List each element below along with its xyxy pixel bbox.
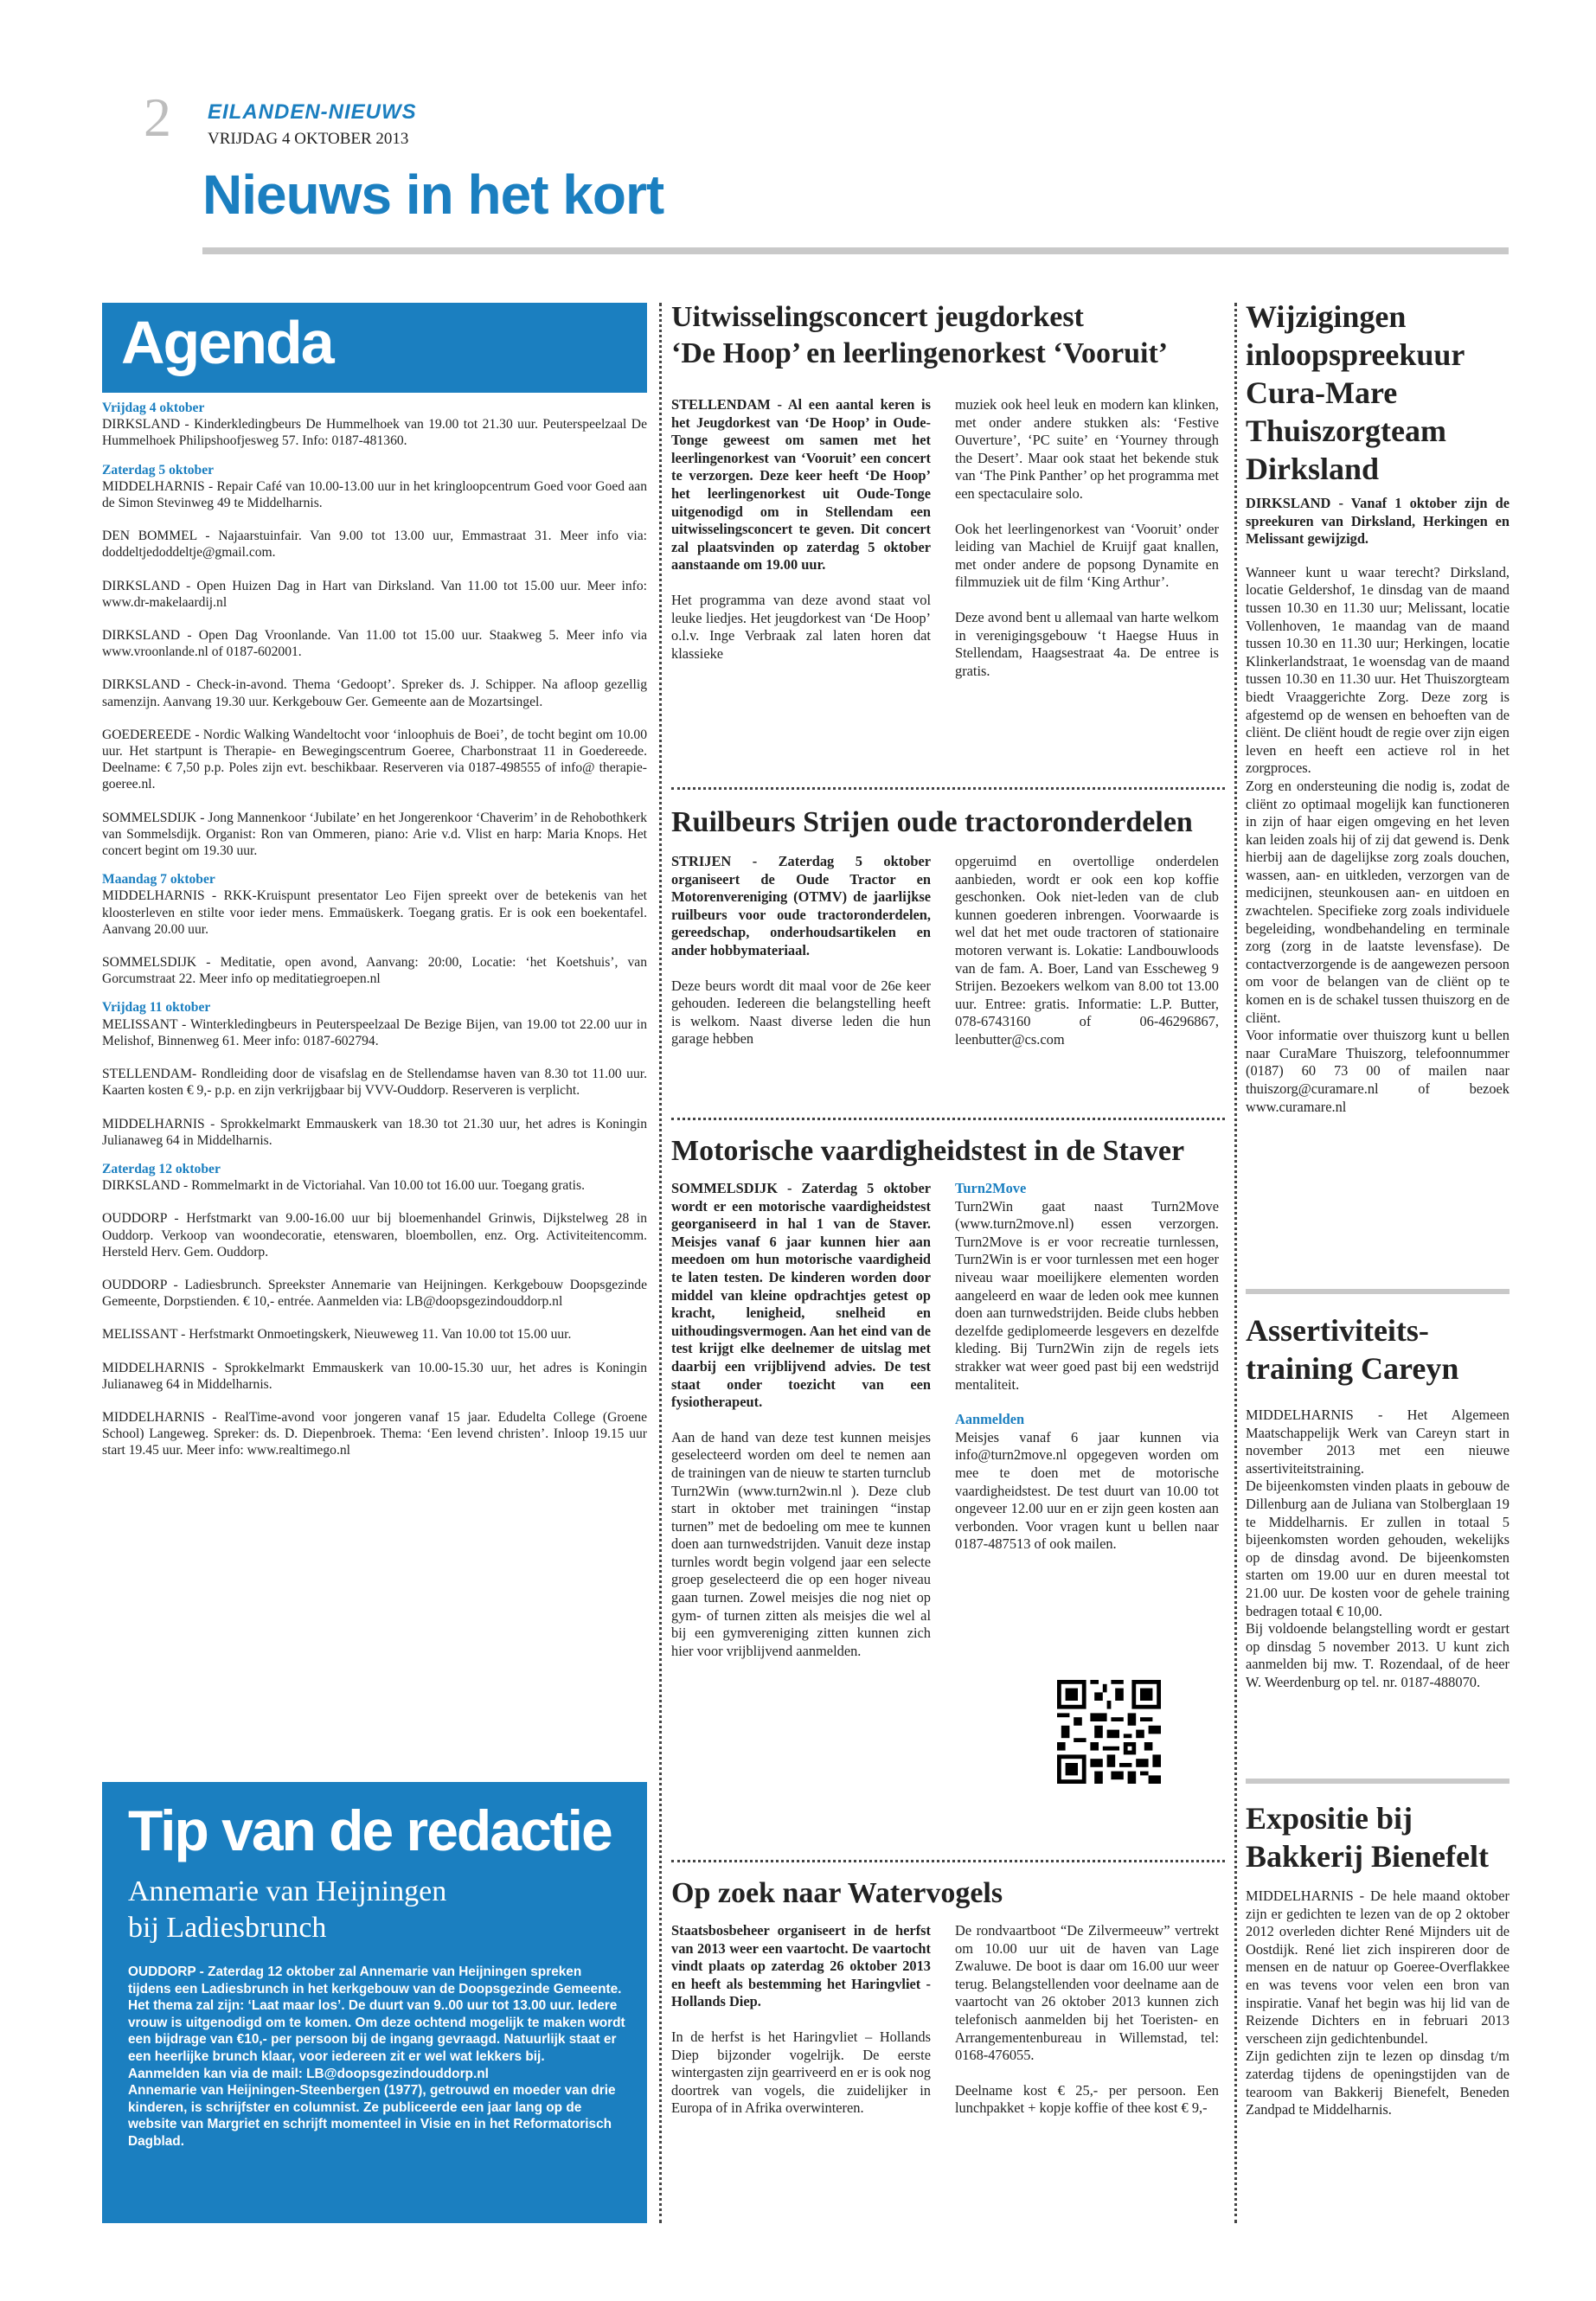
header-rule — [202, 247, 1509, 254]
agenda-item: MIDDELHARNIS - Repair Café van 10.00-13.00 uur in het kringloopcentrum Goed voor Goed aan de Simon Stevinweg 49 te Middelharnis. — [102, 478, 647, 511]
section-title: Nieuws in het kort — [202, 163, 664, 226]
agenda-item: OUDDORP - Ladiesbrunch. Spreekster Annemarie van Heijningen. Kerkgebouw Doopsgezinde Gemeente, Dorpstienden. € 10,- entrée. Aanmelden via: LB@doopsgezindouddorp.nl — [102, 1277, 647, 1310]
article-lead: STRIJEN - Zaterdag 5 oktober organiseert de Oude Tractor en Motorenvereniging (OTMV) de jaarlijkse ruilbeurs voor oude tractoronderdelen, gereedschap, onderhoudsartikelen en ander hobbymateriaal. — [671, 853, 931, 958]
article-divider — [671, 1118, 1225, 1120]
concert-headline — [671, 299, 1225, 372]
headline-line: Uitwisselingsconcert jeugdorkest — [671, 301, 1084, 333]
watervogels-column-right — [955, 1922, 1219, 2135]
curamare-body — [1246, 495, 1509, 1131]
tip-paragraph: Aanmelden kan via de mail: LB@doopsgezindouddorp.nl — [128, 2066, 489, 2081]
article-paragraph: Deze beurs wordt dit maal voor de 26e keer gehouden. Iedereen die belangstelling heeft is welkom. Naast diverse leden die hun garage hebben — [671, 977, 931, 1048]
tip-subtitle — [128, 1874, 446, 1946]
agenda-item: MIDDELHARNIS - RealTime-avond voor jongeren vanaf 15 jaar. Edudelta College (Groene School) Langeweg. Spreker: ds. D. Diepenbroek. Thema: ‘Een levend christen’. Inloop 19.15 uur start 19.45 uur. Meer info: www.realtimego.nl — [102, 1409, 647, 1458]
article-paragraph: MIDDELHARNIS - Het Algemeen Maatschappelijk Werk van Careyn start in november 2013 met een nieuwe assertiviteitstraining. — [1246, 1407, 1509, 1477]
agenda-date: Zaterdag 5 oktober — [102, 462, 215, 478]
careyn-body — [1246, 1407, 1509, 1708]
headline-line: Expositie bij — [1246, 1801, 1413, 1836]
article-paragraph: In de herfst is het Haringvliet – Hollands Diep bijzonder vogelrijk. De eerste wintergasten zijn gearriveerd en er is ook nog doortrek van vogels, die zuidelijker in Europa of in Afrika overwinteren. — [671, 2028, 931, 2117]
article-paragraph: De bijeenkomsten vinden plaats in gebouw de Dillenburg aan de Juliana van Stolberglaan 19 te Middelharnis. Er zullen in totaal 5 bijeenkomsten worden gehouden, wekelijks op de dinsdag avond. De bijeenkomsten starten om 19.00 uur en duren meestal tot 21.00 uur. De kosten voor de gehele training bedragen totaal € 10,00. — [1246, 1477, 1509, 1619]
qr-code — [1057, 1680, 1161, 1784]
agenda-item: MIDDELHARNIS - RKK-Kruispunt presentator Leo Fijen spreekt over de betekenis van het kloosterleven en stilte voor ieder mens. Emmaüskerk. Toegang gratis. Er is ook een boekentafel. Aanvang 20.00 uur. — [102, 888, 647, 937]
article-lead: DIRKSLAND - Vanaf 1 oktober zijn de spreekuren van Dirksland, Herkingen en Melissant gewijzigd. — [1246, 495, 1509, 548]
agenda-title: Agenda — [121, 309, 333, 376]
article-paragraph: Aan de hand van deze test kunnen meisjes geselecteerd worden om deel te nemen aan de trainingen van de nieuw te starten turnclub Turn2Win (www.turn2win.nl ). Deze club start in oktober met trainingen “instap turnen” met de bedoeling om mee te kunnen doen aan turnwedstrijden. Vanuit deze instap turnles wordt begin volgend jaar een selecte groep geselecteerd die op een hoger niveau gaan turnen. Zowel meisjes die nog niet op gym- of turnen zitten als meisjes die wel al bij een gymvereniging zitten kunnen zich hier voor vrijblijvend aanmelden. — [671, 1428, 931, 1659]
agenda-item: DIRKSLAND - Kinderkledingbeurs De Hummelhoek van 19.00 tot 21.30 uur. Peuterspeelzaal De Hummelhoek Philipshoofjesweg 57. Info: 0187-481360. — [102, 417, 647, 449]
article-paragraph: Deelname kost € 25,- per persoon. Een lunchpakket + kopje koffie of thee kost € 9,- — [955, 2081, 1219, 2117]
ruilbeurs-column-left — [671, 853, 931, 1066]
agenda-date: Maandag 7 oktober — [102, 872, 215, 888]
agenda-item: OUDDORP - Herfstmarkt van 9.00-16.00 uur bij bloemenhandel Grinwis, Dijkstelweg 28 in Ouddorp. Verkoop van woondecoratie, etenswaren, bloembollen, enz. Org. Activiteitencomm. Hersteld Herv. Gem. Ouddorp. — [102, 1211, 647, 1259]
headline-line: training Careyn — [1246, 1351, 1459, 1386]
newspaper-brand: EILANDEN-NIEUWS — [208, 100, 417, 124]
page-number: 2 — [144, 87, 171, 148]
article-paragraph: Zorg en ondersteuning die nodig is, zodat de cliënt zo optimaal mogelijk kan functioneren in zijn of haar eigen omgeving en het leven kan leiden zoals hij of zij dat gewend is. Denk hierbij aan de dagelijkse zorg zoals douchen, wassen, aan- en uitkleden, verzorgen van de medicijnen, steunkousen aan- en uitdoen en zwachtelen. Specifieke zorg zoals individuele begeleiding, wondbehandeling en terminale zorg (zorg in de laatste levensfase). De contactverzorgende is de aangewezen persoon om voor de belangen van de cliënt op te komen en is de schakel tussen thuiszorg en de cliënt. — [1246, 777, 1509, 1026]
headline-line: Bakkerij Bienefelt — [1246, 1839, 1489, 1874]
concert-column-left — [671, 396, 931, 680]
agenda-item: SOMMELSDIJK - Meditatie, open avond, Aanvang: 20:00, Locatie: ‘het Koetshuis’, van Gorcumstraat 22. Meer info op meditatiegroepen.nl — [102, 955, 647, 987]
tip-box — [102, 1782, 647, 2223]
agenda-item: DIRKSLAND - Open Dag Vroonlande. Van 11.00 tot 15.00 uur. Staakweg 5. Meer info via www.vroonlande.nl of 0187-602001. — [102, 628, 647, 660]
article-paragraph: muziek ook heel leuk en modern kan klinken, met onder andere stukken als: ‘Festive Ouverture’, ‘PC suite’ en ‘Yourney through the Desert’. Maar ook staat het bekende stuk van ‘The Pink Panther’ op het programma met een spectaculaire solo. — [955, 396, 1219, 502]
agenda-item: DIRKSLAND - Open Huizen Dag in Hart van Dirksland. Van 11.00 tot 15.00 uur. Meer info: www.dr-makelaardij.nl — [102, 578, 647, 610]
article-paragraph: De rondvaartboot “De Zilvermeeuw” vertrekt om 10.00 uur uit de haven van Lage Zwaluwe. De boot is daar om 16.00 uur weer terug. Belangstellenden voor deelname aan de vaartocht van 26 oktober 2013 kunnen zich telefonisch aanmelden bij het Toeristen- en Arrangementenbureau in Willemstad, tel: 0168-476055. — [955, 1922, 1219, 2064]
publication-date: VRIJDAG 4 OKTOBER 2013 — [208, 130, 409, 148]
article-paragraph: Meisjes vanaf 6 jaar kunnen via info@turn2move.nl opgegeven worden om mee te doen met de motorische vaardigheidstest. De test duurt van 10.00 tot ongeveer 12.00 uur en er zijn geen kosten aan verbonden. Voor vragen kunt u bellen naar 0187-487513 of ook mailen. — [955, 1428, 1219, 1553]
article-paragraph: Ook het leerlingenorkest van ‘Vooruit’ onder leiding van Machiel de Kruijf gaat knallen, met onder andere de popsong Dynamite en filmmuziek uit de film ‘King Arthur’. — [955, 520, 1219, 591]
headline-line: Assertiviteits- — [1246, 1313, 1429, 1348]
tip-paragraph: OUDDORP - Zaterdag 12 oktober zal Annemarie van Heijningen spreken tijdens een Ladiesbrunch in het kerkgebouw van de Doopsgezinde Gemeente. Het thema zal zijn: ‘Laat maar los’. De duurt van 9..00 uur tot 13.00 uur. Iedere vrouw is uitgenodigd om te komen. Om deze ochtend mogelijk te maken wordt een bijdrage van €10,- per persoon bij de ingang gevraagd. Natuurlijk staat er een heerlijke brunch klaar, voor iedereen zit er wel wat lekkers bij. — [128, 1965, 625, 2064]
careyn-headline — [1246, 1311, 1509, 1388]
expositie-body — [1246, 1888, 1509, 2135]
article-rule — [1246, 1289, 1509, 1294]
article-divider — [671, 787, 1225, 790]
article-subheading: Turn2Move — [955, 1180, 1027, 1196]
motor-headline: Motorische vaardigheidstest in de Staver — [671, 1135, 1185, 1167]
curamare-headline: Wijzigingen inloopspreekuur Cura-Mare Thuiszorgteam Dirksland — [1246, 299, 1465, 486]
agenda-item: MELISSANT - Herfstmarkt Onmoetingskerk, Nieuweweg 11. Van 10.00 tot 15.00 uur. — [102, 1327, 572, 1343]
agenda-item: MELISSANT - Winterkledingbeurs in Peuterspeelzaal De Bezige Bijen, van 19.00 tot 22.00 uur in Melishof, Binnenweg 61. Meer info: 0187-602794. — [102, 1016, 647, 1048]
agenda-item: STELLENDAM- Rondleiding door de visafslag en de Stellendamse haven van 8.30 tot 11.00 uur. Kaarten kosten € 9,- p.p. en zijn verkrijgbaar bij VVV-Ouddorp. Reserveren is verplicht. — [102, 1067, 647, 1099]
motor-column-right — [955, 1180, 1219, 1571]
article-paragraph: MIDDELHARNIS - De hele maand oktober zijn er gedichten te lezen van de op 2 oktober 2012 overleden dichter René Mijnders uit de Oostdijk. René liet zich inspireren door de mensen en de natuur op Goeree-Overflakkee en was tevens voor velen een bron van inspiratie. Vanaf het begin was hij lid van de Reizende Dichters en in februari 2013 verscheen zijn gedichtenbundel. — [1246, 1888, 1509, 2047]
headline-line: ‘De Hoop’ en leerlingenorkest ‘Vooruit’ — [671, 337, 1169, 369]
watervogels-column-left — [671, 1922, 931, 2135]
tip-paragraph: Annemarie van Heijningen-Steenbergen (1977), getrouwd en moeder van drie kinderen, is schrijfster en columnist. Ze publiceerde een jaar lang op de website van Margriet en schrijft momenteel in Visie en in het Reformatorisch Dagblad. — [128, 2083, 616, 2149]
expositie-headline — [1246, 1799, 1509, 1875]
article-paragraph: Het programma van deze avond staat vol leuke liedjes. Het jeugdorkest van ‘De Hoop’ o.l.v. Inge Verbraak zal laten horen dat klassieke — [671, 591, 931, 662]
tip-body — [128, 1964, 625, 2150]
article-paragraph: Bij voldoende belangstelling wordt er gestart op dinsdag 5 november 2013. U kunt zich aanmelden bij mw. T. Rozendaal, of de heer W. Weerdenburg op tel. nr. 0187-488070. — [1246, 1620, 1509, 1690]
article-paragraph: Voor informatie over thuiszorg kunt u bellen naar CuraMare Thuiszorg, telefoonnummer (0187) 60 73 00 of mailen naar thuiszorg@curamare.nl of bezoek www.curamare.nl — [1246, 1027, 1509, 1115]
agenda-date: Vrijdag 11 oktober — [102, 1000, 211, 1016]
article-divider — [671, 1860, 1225, 1862]
agenda-item: MIDDELHARNIS - Sprokkelmarkt Emmauskerk van 10.00-15.30 uur, het adres is Koningin Julianaweg 64 in Middelharnis. — [102, 1360, 647, 1392]
agenda-item: DIRKSLAND - Check-in-avond. Thema ‘Gedoopt’. Spreker ds. J. Schipper. Na afloop gezellig samenzijn. Aanvang 19.30 uur. Kerkgebouw Ger. Gemeente aan de Mozartsingel. — [102, 677, 647, 709]
agenda-item: DEN BOMMEL - Najaarstuinfair. Van 9.00 tot 13.00 uur, Emmastraat 31. Meer info via: doddeltjedoddeltje@gmail.com. — [102, 529, 647, 561]
tip-title: Tip van de redactie — [128, 1798, 612, 1862]
article-paragraph: Turn2Win gaat naast Turn2Move (www.turn2move.nl) essen verzorgen. Turn2Move is er voor recreatie turnlessen, Turn2Win is er voor turnlessen met een hoger niveau waar moeilijkere elementen worden aangeleerd en waar de leden ook mee kunnen doen aan turnwedstrijden. Beide clubs hebben dezelfde gediplomeerde lesgevers en dezelfde kleding. Bij Turn2Win zijn de regels iets strakker wat weer goed past bij een wedstrijd mentaliteit. — [955, 1197, 1219, 1393]
column-divider — [659, 303, 662, 2223]
article-rule — [1246, 1779, 1509, 1784]
ruilbeurs-column-right — [955, 853, 1219, 1067]
agenda-header — [102, 303, 647, 393]
article-paragraph: Deze avond bent u allemaal van harte welkom in verenigingsgebouw ‘t Haegse Huus in Stellendam, Haagsestraat 4a. De entree is gratis. — [955, 608, 1219, 679]
agenda-item: GOEDEREEDE - Nordic Walking Wandeltocht voor ‘inloophuis de Boei’, de tocht begint om 10.00 uur. Het startpunt is Therapie- en Bewegingscentrum Goeree, Charbonstraat 11 in Goedereede. Deelname: € 7,50 p.p. Poles zijn evt. beschikbaar. Reserveren via 0187-498555 of info@ therapie-goeree.nl. — [102, 727, 647, 792]
article-lead: STELLENDAM - Al een aantal keren is het Jeugdorkest van ‘De Hoop’ in Oude-Tonge geweest om samen met het leerlingenorkest van ‘Vooruit’ een concert te verzorgen. Deze keer heeft ‘De Hoop’ het leerlingenorkest uit Oude-Tonge uitgenodigd om in Stellendam een uitwisselingsconcert te geven. Dit concert zal plaatsvinden op zaterdag 5 oktober aanstaande om 19.00 uur. — [671, 396, 931, 574]
agenda-item: SOMMELSDIJK - Jong Mannenkoor ‘Jubilate’ en het Jongerenkoor ‘Chaverim’ in de Rehobothkerk van Sommelsdijk. Organist: Ron van Ommeren, piano: Arie v.d. Vlist en harp: Maria Knops. Het concert begint om 19.30 uur. — [102, 810, 647, 859]
agenda-item: DIRKSLAND - Rommelmarkt in de Victoriahal. Van 10.00 tot 16.00 uur. Toegang gratis. — [102, 1178, 585, 1194]
agenda-item: MIDDELHARNIS - Sprokkelmarkt Emmauskerk van 18.30 tot 21.30 uur, het adres is Koningin Julianaweg 64 in Middelharnis. — [102, 1116, 647, 1148]
article-paragraph: opgeruimd en overtollige onderdelen aanbieden, wordt er ook een kop koffie geschonken. Ook niet-leden van de club kunnen goederen inbrengen. Voorwaarde is wel dat het met oude tractoren of stationaire motoren verwant is. Lokatie: Landbouwloods van de fam. A. Boer, Land van Esscheweg 9 Strijen. Bezoekers welkom van 8.00 tot 13.00 uur. Entree: gratis. Informatie: L.P. Butter, 078-6743160 of 06-46296867, leenbutter@cs.com — [955, 853, 1219, 1048]
agenda-date: Zaterdag 12 oktober — [102, 1161, 221, 1176]
tip-subtitle-line: Annemarie van Heijningen — [128, 1875, 447, 1907]
concert-column-right — [955, 396, 1219, 697]
article-paragraph: Wanneer kunt u waar terecht? Dirksland, locatie Geldershof, 1e dinsdag van de maand tussen 10.30 en 11.30 uur; Melissant, locatie Vollenhoven, 1e maandag van de maand tussen 10.30 en 11.30 uur; Herkingen, locatie Klinkerlandstraat, 1e woensdag van de maand tussen 10.30 en 11.30 uur. Het Thuiszorgteam biedt Vraaggerichte Zorg. Deze zorg is afgestemd op de wensen en behoeften van de cliënt. De cliënt houdt de regie over zijn eigen leven en heeft een actieve rol in het zorgproces. — [1246, 563, 1509, 777]
tip-subtitle-line: bij Ladiesbrunch — [128, 1912, 327, 1944]
watervogels-headline: Op zoek naar Watervogels — [671, 1877, 1003, 1909]
article-paragraph: Zijn gedichten zijn te lezen op dinsdag t/m zaterdag tijdens de openingstijden van de tearoom van Bakkerij Bienefelt, Beneden Zandpad te Middelharnis. — [1246, 2048, 1509, 2118]
motor-column-left — [671, 1180, 931, 1677]
agenda-date: Vrijdag 4 oktober — [102, 401, 205, 415]
article-subheading: Aanmelden — [955, 1411, 1025, 1428]
article-lead: SOMMELSDIJK - Zaterdag 5 oktober wordt er een motorische vaardigheidstest georganiseerd in hal 1 van de Staver. Meisjes vanaf 6 jaar kunnen hier aan meedoen om hun motorische vaardigheid te laten testen. De kinderen worden door middel van kleine opdrachtjes getest op kracht, lenigheid, snelheid en uithoudingsvermogen. Aan het eind van de test krijgt elke deelnemer de uitslag met daarbij een vrijblijvend advies. De test staat onder toezicht van een fysiotherapeut. — [671, 1180, 931, 1411]
column-divider — [1234, 303, 1237, 2223]
article-lead: Staatsbosbeheer organiseert in de herfst van 2013 weer een vaartocht. De vaartocht vindt plaats op zaterdag 26 oktober 2013 en heeft als bestemming het Haringvliet - Hollands Diep. — [671, 1922, 931, 2010]
agenda-list — [102, 400, 647, 1459]
ruilbeurs-headline: Ruilbeurs Strijen oude tractoronderdelen — [671, 806, 1193, 838]
